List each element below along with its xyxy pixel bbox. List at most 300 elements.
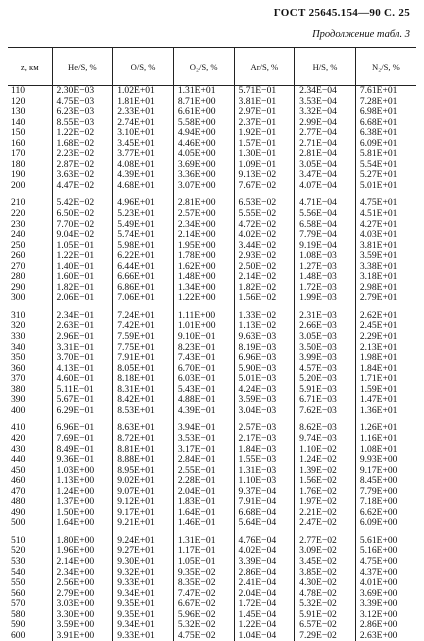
spacer-cell: [295, 529, 356, 536]
oxygen-cell: 6.86E+01: [113, 283, 174, 294]
table-row: [8, 546, 416, 557]
hydrogen-cell: 2.81E−04: [295, 149, 356, 160]
argon-cell: 3.44E−02: [234, 241, 295, 252]
nitrogen-cell: 1.26E+01: [355, 423, 416, 434]
helium-cell: 7.69E−01: [52, 434, 113, 445]
nitrogen-cell: 2.79E+01: [355, 293, 416, 304]
helium-cell: 3.91E+00: [52, 631, 113, 641]
helium-cell: 1.96E+00: [52, 546, 113, 557]
oxygen-cell: 9.17E+01: [113, 508, 174, 519]
spacer-cell: [295, 304, 356, 311]
altitude-cell: 450: [8, 466, 52, 477]
altitude-cell: 180: [8, 160, 52, 171]
dioxygen-cell: 1.34E+00: [173, 283, 234, 294]
helium-cell: 2.96E−01: [52, 332, 113, 343]
nitrogen-cell: 3.69E+00: [355, 589, 416, 600]
altitude-cell: 500: [8, 518, 52, 529]
argon-cell: 1.04E−04: [234, 631, 295, 641]
argon-cell: 1.82E−02: [234, 283, 295, 294]
spacer-cell: [173, 304, 234, 311]
hydrogen-cell: 3.05E−03: [295, 332, 356, 343]
helium-cell: 1.05E−01: [52, 241, 113, 252]
nitrogen-cell: 4.51E+01: [355, 209, 416, 220]
hydrogen-cell: 1.76E−02: [295, 487, 356, 498]
helium-cell: 2.87E−02: [52, 160, 113, 171]
dioxygen-cell: 1.01E+00: [173, 321, 234, 332]
table-row: [8, 332, 416, 343]
argon-cell: 1.92E−01: [234, 128, 295, 139]
altitude-cell: 530: [8, 557, 52, 568]
hydrogen-cell: 1.27E−03: [295, 262, 356, 273]
nitrogen-cell: 1.47E+01: [355, 395, 416, 406]
table-row: [8, 181, 416, 192]
altitude-cell: 310: [8, 311, 52, 322]
spacer-cell: [234, 416, 295, 423]
hydrogen-cell: 9.74E−03: [295, 434, 356, 445]
column-header-nitrogen: N₂/S, %: [355, 48, 416, 86]
nitrogen-cell: 9.93E+00: [355, 455, 416, 466]
argon-cell: 2.14E−02: [234, 272, 295, 283]
spacer-cell: [234, 191, 295, 198]
nitrogen-cell: 2.45E+01: [355, 321, 416, 332]
table-row: [8, 423, 416, 434]
oxygen-cell: 9.34E+01: [113, 589, 174, 600]
column-header-dioxygen: O₂/S, %: [173, 48, 234, 86]
altitude-cell: 420: [8, 434, 52, 445]
hydrogen-cell: 1.56E−02: [295, 476, 356, 487]
table-row: [8, 364, 416, 375]
helium-cell: 9.36E−01: [52, 455, 113, 466]
helium-cell: 1.50E+00: [52, 508, 113, 519]
hydrogen-cell: 3.53E−04: [295, 97, 356, 108]
argon-cell: 2.93E−02: [234, 251, 295, 262]
oxygen-cell: 1.81E+01: [113, 97, 174, 108]
argon-cell: 1.31E−03: [234, 466, 295, 477]
helium-cell: 7.70E−02: [52, 220, 113, 231]
column-header-hydrogen: H/S, %: [295, 48, 356, 86]
nitrogen-cell: 6.09E+01: [355, 139, 416, 150]
dioxygen-cell: 2.04E−01: [173, 487, 234, 498]
argon-cell: 6.68E−04: [234, 508, 295, 519]
table-row: [8, 406, 416, 417]
table-row: [8, 209, 416, 220]
altitude-cell: 440: [8, 455, 52, 466]
argon-cell: 5.71E−01: [234, 86, 295, 97]
spacer-cell: [113, 416, 174, 423]
spacer-cell: [8, 416, 52, 423]
nitrogen-cell: 3.18E+01: [355, 272, 416, 283]
hydrogen-cell: 2.77E−02: [295, 536, 356, 547]
argon-cell: 1.84E−03: [234, 445, 295, 456]
nitrogen-cell: 4.01E+00: [355, 578, 416, 589]
argon-cell: 8.19E−03: [234, 343, 295, 354]
hydrogen-cell: 5.56E−04: [295, 209, 356, 220]
table-row: [8, 374, 416, 385]
table-row: [8, 149, 416, 160]
argon-cell: 2.50E−02: [234, 262, 295, 273]
oxygen-cell: 5.98E+01: [113, 241, 174, 252]
dioxygen-cell: 1.22E+00: [173, 293, 234, 304]
hydrogen-cell: 3.50E−03: [295, 343, 356, 354]
oxygen-cell: 5.49E+01: [113, 220, 174, 231]
helium-cell: 1.82E−01: [52, 283, 113, 294]
hydrogen-cell: 7.62E−03: [295, 406, 356, 417]
helium-cell: 3.70E−01: [52, 353, 113, 364]
helium-cell: 3.31E−01: [52, 343, 113, 354]
nitrogen-cell: 5.27E+01: [355, 170, 416, 181]
oxygen-cell: 1.02E+01: [113, 86, 174, 97]
hydrogen-cell: 6.58E−04: [295, 220, 356, 231]
altitude-cell: 550: [8, 578, 52, 589]
table-row: [8, 476, 416, 487]
nitrogen-cell: 6.38E+01: [355, 128, 416, 139]
altitude-cell: 470: [8, 487, 52, 498]
oxygen-cell: 8.05E+01: [113, 364, 174, 375]
oxygen-cell: 9.33E+01: [113, 578, 174, 589]
dioxygen-cell: 1.95E+00: [173, 241, 234, 252]
argon-cell: 4.72E−02: [234, 220, 295, 231]
altitude-cell: 160: [8, 139, 52, 150]
altitude-cell: 300: [8, 293, 52, 304]
hydrogen-cell: 2.31E−03: [295, 311, 356, 322]
spacer-cell: [355, 416, 416, 423]
hydrogen-cell: 3.45E−02: [295, 557, 356, 568]
hydrogen-cell: 9.19E−04: [295, 241, 356, 252]
group-spacer: [8, 416, 416, 423]
helium-cell: 1.13E+00: [52, 476, 113, 487]
helium-cell: 5.67E−01: [52, 395, 113, 406]
nitrogen-cell: 2.29E+01: [355, 332, 416, 343]
helium-cell: 1.03E+00: [52, 466, 113, 477]
hydrogen-cell: 5.20E−03: [295, 374, 356, 385]
nitrogen-cell: 4.37E+00: [355, 568, 416, 579]
oxygen-cell: 6.44E+01: [113, 262, 174, 273]
helium-cell: 1.24E+00: [52, 487, 113, 498]
spacer-cell: [234, 304, 295, 311]
dioxygen-cell: 4.88E−01: [173, 395, 234, 406]
dioxygen-cell: 4.39E−01: [173, 406, 234, 417]
hydrogen-cell: 2.77E−04: [295, 128, 356, 139]
table-row: [8, 455, 416, 466]
helium-cell: 2.34E+00: [52, 568, 113, 579]
oxygen-cell: 4.08E+01: [113, 160, 174, 171]
nitrogen-cell: 5.16E+00: [355, 546, 416, 557]
nitrogen-cell: 5.54E+01: [355, 160, 416, 171]
helium-cell: 6.96E−01: [52, 423, 113, 434]
hydrogen-cell: 5.91E−03: [295, 385, 356, 396]
spacer-cell: [113, 304, 174, 311]
table-row: [8, 128, 416, 139]
spacer-cell: [295, 191, 356, 198]
dioxygen-cell: 2.81E+00: [173, 198, 234, 209]
nitrogen-cell: 7.61E+01: [355, 86, 416, 97]
argon-cell: 5.01E−03: [234, 374, 295, 385]
table-row: [8, 139, 416, 150]
argon-cell: 1.13E−02: [234, 321, 295, 332]
dioxygen-cell: 7.43E−01: [173, 353, 234, 364]
table-row: [8, 508, 416, 519]
altitude-cell: 280: [8, 272, 52, 283]
hydrogen-cell: 6.71E−03: [295, 395, 356, 406]
altitude-cell: 260: [8, 251, 52, 262]
oxygen-cell: 7.59E+01: [113, 332, 174, 343]
table-row: [8, 568, 416, 579]
table-row: [8, 353, 416, 364]
dioxygen-cell: 1.05E−01: [173, 557, 234, 568]
altitude-cell: 430: [8, 445, 52, 456]
altitude-cell: 480: [8, 497, 52, 508]
table-row: [8, 241, 416, 252]
argon-cell: 2.04E−04: [234, 589, 295, 600]
dioxygen-cell: 3.53E−01: [173, 434, 234, 445]
nitrogen-cell: 1.08E+01: [355, 445, 416, 456]
nitrogen-cell: 8.45E+00: [355, 476, 416, 487]
nitrogen-cell: 9.17E+00: [355, 466, 416, 477]
helium-cell: 3.03E+00: [52, 599, 113, 610]
argon-cell: 5.90E−03: [234, 364, 295, 375]
dioxygen-cell: 6.03E−01: [173, 374, 234, 385]
argon-cell: 6.96E−03: [234, 353, 295, 364]
hydrogen-cell: 2.34E−04: [295, 86, 356, 97]
oxygen-cell: 8.88E+01: [113, 455, 174, 466]
dioxygen-cell: 3.69E+00: [173, 160, 234, 171]
argon-cell: 1.33E−02: [234, 311, 295, 322]
data-table: [8, 47, 416, 641]
altitude-cell: 350: [8, 353, 52, 364]
altitude-cell: 190: [8, 170, 52, 181]
argon-cell: 1.22E−04: [234, 620, 295, 631]
hydrogen-cell: 4.57E−03: [295, 364, 356, 375]
oxygen-cell: 9.02E+01: [113, 476, 174, 487]
table-row: [8, 86, 416, 97]
argon-cell: 2.97E−01: [234, 107, 295, 118]
nitrogen-cell: 7.28E+01: [355, 97, 416, 108]
spacer-cell: [355, 529, 416, 536]
spacer-cell: [355, 304, 416, 311]
oxygen-cell: 5.74E+01: [113, 230, 174, 241]
nitrogen-cell: 7.18E+00: [355, 497, 416, 508]
altitude-cell: 200: [8, 181, 52, 192]
dioxygen-cell: 3.07E+00: [173, 181, 234, 192]
altitude-cell: 390: [8, 395, 52, 406]
altitude-cell: 410: [8, 423, 52, 434]
altitude-cell: 400: [8, 406, 52, 417]
hydrogen-cell: 2.66E−03: [295, 321, 356, 332]
dioxygen-cell: 5.32E−02: [173, 620, 234, 631]
dioxygen-cell: 2.57E+00: [173, 209, 234, 220]
dioxygen-cell: 1.83E−01: [173, 497, 234, 508]
hydrogen-cell: 7.79E−04: [295, 230, 356, 241]
altitude-cell: 520: [8, 546, 52, 557]
oxygen-cell: 6.22E+01: [113, 251, 174, 262]
column-header-argon: Ar/S, %: [234, 48, 295, 86]
dioxygen-cell: 4.75E−02: [173, 631, 234, 641]
column-header-altitude: z, км: [8, 48, 52, 86]
altitude-cell: 510: [8, 536, 52, 547]
helium-cell: 5.42E−02: [52, 198, 113, 209]
dioxygen-cell: 2.28E−01: [173, 476, 234, 487]
helium-cell: 1.68E−02: [52, 139, 113, 150]
table-row: [8, 230, 416, 241]
table-row: [8, 97, 416, 108]
table-row: [8, 160, 416, 171]
argon-cell: 9.13E−02: [234, 170, 295, 181]
helium-cell: 2.14E+00: [52, 557, 113, 568]
helium-cell: 6.50E−02: [52, 209, 113, 220]
altitude-cell: 140: [8, 118, 52, 129]
altitude-cell: 490: [8, 508, 52, 519]
helium-cell: 2.34E−01: [52, 311, 113, 322]
table-row: [8, 599, 416, 610]
oxygen-cell: 7.24E+01: [113, 311, 174, 322]
table-row: [8, 557, 416, 568]
table-row: [8, 487, 416, 498]
nitrogen-cell: 3.12E+00: [355, 610, 416, 621]
helium-cell: 6.23E−03: [52, 107, 113, 118]
hydrogen-cell: 3.47E−04: [295, 170, 356, 181]
argon-cell: 2.17E−03: [234, 434, 295, 445]
helium-cell: 2.56E+00: [52, 578, 113, 589]
oxygen-cell: 9.35E+01: [113, 599, 174, 610]
nitrogen-cell: 6.98E+01: [355, 107, 416, 118]
table-row: [8, 293, 416, 304]
hydrogen-cell: 3.99E−03: [295, 353, 356, 364]
argon-cell: 6.53E−02: [234, 198, 295, 209]
dioxygen-cell: 3.17E−01: [173, 445, 234, 456]
dioxygen-cell: 8.71E+00: [173, 97, 234, 108]
oxygen-cell: 9.21E+01: [113, 518, 174, 529]
oxygen-cell: 5.23E+01: [113, 209, 174, 220]
oxygen-cell: 4.39E+01: [113, 170, 174, 181]
dioxygen-cell: 1.11E+00: [173, 311, 234, 322]
argon-cell: 4.24E−03: [234, 385, 295, 396]
altitude-cell: 210: [8, 198, 52, 209]
table-continuation-caption: Продолжение табл. 3: [312, 29, 410, 40]
helium-cell: 1.80E+00: [52, 536, 113, 547]
table-row: [8, 497, 416, 508]
helium-cell: 4.13E−01: [52, 364, 113, 375]
table-row: [8, 220, 416, 231]
hydrogen-cell: 7.29E−02: [295, 631, 356, 641]
spacer-cell: [52, 304, 113, 311]
nitrogen-cell: 1.84E+01: [355, 364, 416, 375]
argon-cell: 1.45E−04: [234, 610, 295, 621]
altitude-cell: 250: [8, 241, 52, 252]
nitrogen-cell: 3.59E+01: [355, 251, 416, 262]
argon-cell: 1.72E−04: [234, 599, 295, 610]
nitrogen-cell: 5.81E+01: [355, 149, 416, 160]
altitude-cell: 110: [8, 86, 52, 97]
altitude-cell: 380: [8, 385, 52, 396]
argon-cell: 3.39E−04: [234, 557, 295, 568]
oxygen-cell: 7.91E+01: [113, 353, 174, 364]
helium-cell: 1.64E+00: [52, 518, 113, 529]
argon-cell: 4.02E−02: [234, 230, 295, 241]
oxygen-cell: 8.42E+01: [113, 395, 174, 406]
oxygen-cell: 9.32E+01: [113, 568, 174, 579]
column-header-oxygen: O/S, %: [113, 48, 174, 86]
table-row: [8, 536, 416, 547]
dioxygen-cell: 2.34E+00: [173, 220, 234, 231]
hydrogen-cell: 3.09E−02: [295, 546, 356, 557]
table-header-row: [8, 48, 416, 86]
oxygen-cell: 9.12E+01: [113, 497, 174, 508]
spacer-cell: [295, 416, 356, 423]
altitude-cell: 170: [8, 149, 52, 160]
table-row: [8, 321, 416, 332]
hydrogen-cell: 3.32E−04: [295, 107, 356, 118]
helium-cell: 4.60E−01: [52, 374, 113, 385]
oxygen-cell: 7.75E+01: [113, 343, 174, 354]
column-header-helium: He/S, %: [52, 48, 113, 86]
table-row: [8, 283, 416, 294]
altitude-cell: 130: [8, 107, 52, 118]
spacer-cell: [113, 529, 174, 536]
dioxygen-cell: 3.36E+00: [173, 170, 234, 181]
nitrogen-cell: 3.81E+01: [355, 241, 416, 252]
spacer-cell: [52, 416, 113, 423]
dioxygen-cell: 8.23E−01: [173, 343, 234, 354]
hydrogen-cell: 1.39E−02: [295, 466, 356, 477]
table-row: [8, 620, 416, 631]
altitude-cell: 370: [8, 374, 52, 385]
helium-cell: 5.11E−01: [52, 385, 113, 396]
oxygen-cell: 3.45E+01: [113, 139, 174, 150]
hydrogen-cell: 3.85E−02: [295, 568, 356, 579]
dioxygen-cell: 5.96E−02: [173, 610, 234, 621]
nitrogen-cell: 1.59E+01: [355, 385, 416, 396]
argon-cell: 7.67E−02: [234, 181, 295, 192]
dioxygen-cell: 4.94E+00: [173, 128, 234, 139]
helium-cell: 2.23E−02: [52, 149, 113, 160]
nitrogen-cell: 4.03E+01: [355, 230, 416, 241]
table-row: [8, 118, 416, 129]
helium-cell: 4.75E−03: [52, 97, 113, 108]
dioxygen-cell: 2.55E−01: [173, 466, 234, 477]
argon-cell: 7.91E−04: [234, 497, 295, 508]
table-row: [8, 272, 416, 283]
hydrogen-cell: 5.32E−02: [295, 599, 356, 610]
helium-cell: 8.55E−03: [52, 118, 113, 129]
hydrogen-cell: 4.78E−02: [295, 589, 356, 600]
group-spacer: [8, 304, 416, 311]
oxygen-cell: 8.31E+01: [113, 385, 174, 396]
helium-cell: 4.47E−02: [52, 181, 113, 192]
dioxygen-cell: 1.48E+00: [173, 272, 234, 283]
oxygen-cell: 8.72E+01: [113, 434, 174, 445]
altitude-cell: 460: [8, 476, 52, 487]
argon-cell: 3.59E−03: [234, 395, 295, 406]
helium-cell: 3.59E+00: [52, 620, 113, 631]
argon-cell: 3.81E−01: [234, 97, 295, 108]
argon-cell: 5.55E−02: [234, 209, 295, 220]
spacer-cell: [8, 191, 52, 198]
dioxygen-cell: 5.58E+00: [173, 118, 234, 129]
oxygen-cell: 2.33E+01: [113, 107, 174, 118]
argon-cell: 1.56E−02: [234, 293, 295, 304]
spacer-cell: [8, 529, 52, 536]
argon-cell: 2.37E−01: [234, 118, 295, 129]
running-head: ГОСТ 25645.154—90 С. 25: [274, 7, 410, 19]
altitude-cell: 540: [8, 568, 52, 579]
dioxygen-cell: 3.94E−01: [173, 423, 234, 434]
dioxygen-cell: 4.05E+00: [173, 149, 234, 160]
dioxygen-cell: 1.46E−01: [173, 518, 234, 529]
oxygen-cell: 7.42E+01: [113, 321, 174, 332]
dioxygen-cell: 6.70E−01: [173, 364, 234, 375]
table-row: [8, 170, 416, 181]
oxygen-cell: 9.07E+01: [113, 487, 174, 498]
